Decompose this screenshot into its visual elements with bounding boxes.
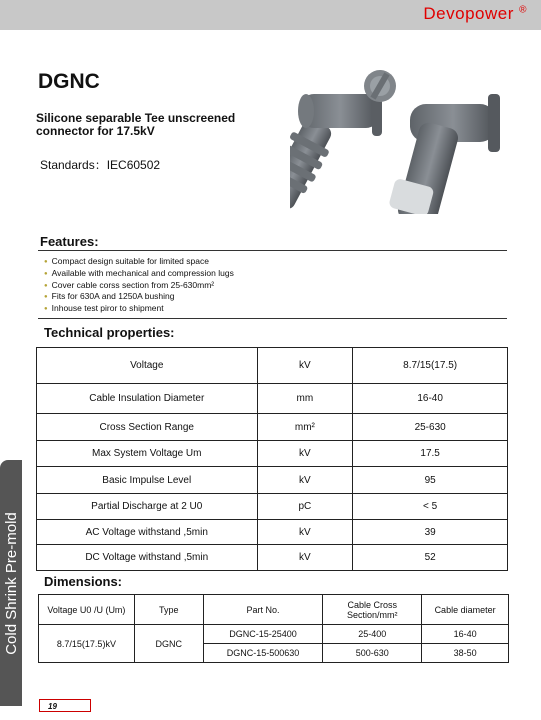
feature-item: ● Available with mechanical and compression lugs [44, 269, 234, 281]
property-value: 39 [353, 520, 508, 545]
feature-item: ● Inhouse test piror to shipment [44, 304, 234, 316]
cable-diameter: 16-40 [422, 625, 509, 644]
product-photo [290, 64, 500, 214]
section-label: Cold Shrink Pre-mold [3, 512, 20, 655]
standards-line: Standards：IEC60502 [40, 158, 161, 172]
table-row [39, 625, 509, 644]
column-header: Voltage U0 /U (Um) [39, 595, 135, 625]
header-bar [0, 0, 541, 30]
product-code: DGNC [38, 70, 100, 93]
property-value: 95 [353, 467, 508, 494]
property-name: DC Voltage withstand ,5min [37, 545, 258, 571]
features-list [44, 257, 234, 316]
part-number: DGNC-15-25400 [203, 625, 323, 644]
property-name: Max System Voltage Um [37, 441, 258, 467]
table-row [37, 441, 508, 467]
dimensions-table [38, 594, 509, 663]
property-name: Basic Impulse Level [37, 467, 258, 494]
table-row [37, 520, 508, 545]
property-value: 52 [353, 545, 508, 571]
property-name: Cable Insulation Diameter [37, 384, 258, 414]
cross-section: 500-630 [323, 644, 422, 663]
property-unit: kV [257, 545, 353, 571]
cable-diameter: 38-50 [422, 644, 509, 663]
cross-section: 25-400 [323, 625, 422, 644]
feature-item: ● Cover cable corss section from 25-630mm² [44, 281, 234, 293]
property-value: 8.7/15(17.5) [353, 348, 508, 384]
property-name: Voltage [37, 348, 258, 384]
feature-item: ● Compact design suitable for limited space [44, 257, 234, 269]
column-header: Part No. [203, 595, 323, 625]
property-unit: mm [257, 384, 353, 414]
table-row [37, 494, 508, 520]
property-value: < 5 [353, 494, 508, 520]
type-cell: DGNC [134, 625, 203, 663]
table-row [37, 467, 508, 494]
feature-item: ● Fits for 630A and 1250A bushing [44, 292, 234, 304]
brand-name: Devopower [423, 4, 514, 23]
property-unit: kV [257, 348, 353, 384]
property-name: Cross Section Range [37, 414, 258, 441]
features-bottom-rule [38, 318, 507, 319]
technical-properties-table [36, 347, 508, 571]
table-header-row [39, 595, 509, 625]
brand-logo [423, 4, 527, 24]
column-header: Cable Cross Section/mm² [323, 595, 422, 625]
features-heading: Features: [40, 234, 99, 249]
property-value: 17.5 [353, 441, 508, 467]
product-description: Silicone separable Tee unscreened connector for 17.5kV [36, 111, 236, 138]
table-row [37, 348, 508, 384]
property-value: 25-630 [353, 414, 508, 441]
property-value: 16-40 [353, 384, 508, 414]
property-unit: kV [257, 520, 353, 545]
property-name: Partial Discharge at 2 U0 [37, 494, 258, 520]
column-header: Type [134, 595, 203, 625]
table-row [37, 545, 508, 571]
column-header: Cable diameter [422, 595, 509, 625]
technical-heading: Technical properties: [44, 325, 175, 340]
table-row [37, 414, 508, 441]
property-unit: kV [257, 467, 353, 494]
features-top-rule [38, 250, 507, 251]
property-unit: mm² [257, 414, 353, 441]
voltage-cell: 8.7/15(17.5)kV [39, 625, 135, 663]
dimensions-heading: Dimensions: [44, 574, 123, 589]
registered-mark: ® [519, 4, 527, 16]
property-name: AC Voltage withstand ,5min [37, 520, 258, 545]
page-number: 19 [39, 699, 91, 712]
property-unit: kV [257, 441, 353, 467]
part-number: DGNC-15-500630 [203, 644, 323, 663]
property-unit: pC [257, 494, 353, 520]
table-row [37, 384, 508, 414]
